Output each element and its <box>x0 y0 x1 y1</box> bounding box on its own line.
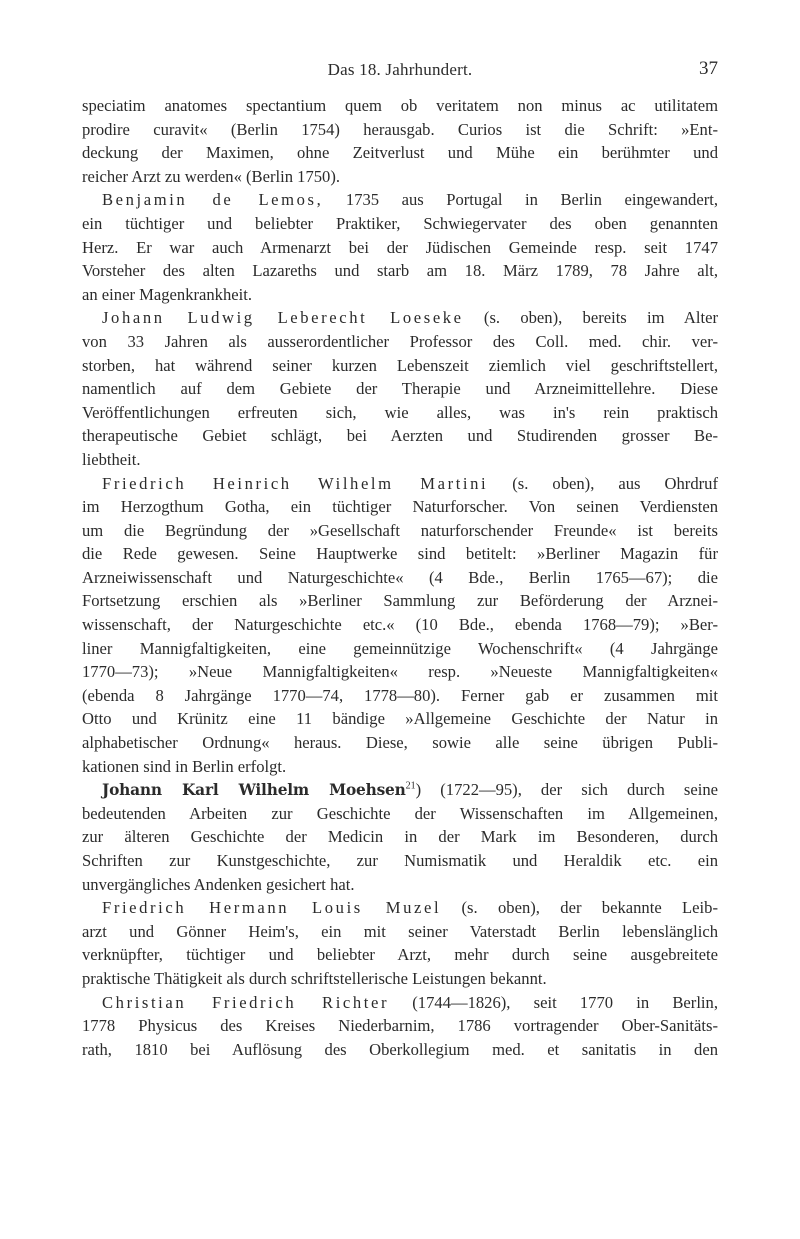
text-span: ) (1722—95), der sich durch seine <box>415 780 719 800</box>
paragraph-start-richter <box>82 991 718 1015</box>
text-line: Fortsetzung erschien als »Berliner Sammlung zur Beförderung der Arznei- <box>82 591 718 611</box>
text-span: 1735 aus Portugal in Berlin eingewandert, <box>323 190 718 210</box>
person-name: Johann Ludwig Leberecht Loeseke <box>102 308 464 328</box>
footnote-ref: 21 <box>405 780 416 792</box>
text-line: Vorsteher des alten Lazareths und starb am 18. März 1789, 78 Jahre alt, <box>82 261 718 281</box>
text-line: (ebenda 8 Jahrgänge 1770—74, 1778—80). Ferner gab er zusammen mit <box>82 685 718 705</box>
paragraph-start-lemos <box>82 188 718 212</box>
text-line: verknüpfter, tüchtiger und beliebter Arzt, mehr durch seine ausgebreitete <box>82 945 718 965</box>
person-name: Friedrich Heinrich Wilhelm Martini <box>102 473 489 493</box>
text-line: rath, 1810 bei Auflösung des Oberkollegium med. et sanitatis in den <box>82 1039 718 1059</box>
text-line: Herz. Er war auch Armenarzt bei der Jüdischen Gemeinde resp. seit 1747 <box>82 237 718 257</box>
paragraph-start-loeseke <box>82 306 718 330</box>
text-line: storben, hat während seiner kurzen Lebenszeit ziemlich viel geschriftstellert, <box>82 355 718 375</box>
text-line: um die Begründung der »Gesellschaft naturforschender Freunde« ist bereits <box>82 520 718 540</box>
text-line: wissenschaft, der Naturgeschichte etc.« (10 Bde., ebenda 1768—79); »Ber- <box>82 615 718 635</box>
text-line: zur älteren Geschichte der Medicin in der Mark im Besonderen, durch <box>82 827 718 847</box>
person-name: Christian Friedrich Richter <box>102 992 390 1012</box>
text-line: deckung der Maximen, ohne Zeitverlust und Mühe ein berühmter und <box>82 143 718 163</box>
text-line: speciatim anatomes spectantium quem ob veritatem non minus ac utilitatem <box>82 96 718 115</box>
paragraph-start-martini <box>82 472 718 496</box>
text-line: bedeutenden Arbeiten zur Geschichte der Wissenschaften im Allgemeinen, <box>82 803 718 823</box>
text-line: reicher Arzt zu werden« (Berlin 1750). <box>82 166 341 186</box>
text-line: therapeutische Gebiet schlägt, bei Aerzten und Studirenden grosser Be- <box>82 426 718 446</box>
paragraph-start-moehsen <box>82 778 718 802</box>
running-header <box>82 60 718 82</box>
paragraph-start-muzel <box>82 896 718 920</box>
text-line: von 33 Jahren als ausserordentlicher Professor des Coll. med. chir. ver- <box>82 331 718 351</box>
text-line: im Herzogthum Gotha, ein tüchtiger Naturforscher. Von seinen Verdiensten <box>82 497 718 517</box>
text-line: 1778 Physicus des Kreises Niederbarnim, 1786 vortragender Ober-Sanitäts- <box>82 1016 718 1036</box>
text-span: (s. oben), aus Ohrdruf <box>488 473 718 493</box>
text-line: die Rede gewesen. Seine Hauptwerke sind betitelt: »Berliner Magazin für <box>82 544 718 564</box>
person-name: Johann Karl Wilhelm Moehsen <box>102 781 406 800</box>
text-line: namentlich auf dem Gebiete der Therapie und Arzneimittellehre. Diese <box>82 379 718 399</box>
text-line: liebtheit. <box>82 449 141 469</box>
text-line: prodire curavit« (Berlin 1754) herausgab. Curios ist die Schrift: »Ent- <box>82 119 718 139</box>
text-line: praktische Thätigkeit als durch schriftstellerische Leistungen bekannt. <box>82 968 547 988</box>
person-name: Benjamin de Lemos, <box>102 190 324 210</box>
page-body <box>82 94 718 1061</box>
text-line: arzt und Gönner Heim's, ein mit seiner Vaterstadt Berlin lebenslänglich <box>82 921 718 941</box>
text-line: ein tüchtiger und beliebter Praktiker, Schwiegervater des oben genannten <box>82 213 718 233</box>
text-span: (s. oben), bereits im Alter <box>463 308 718 328</box>
text-line: Arzneiwissenschaft und Naturgeschichte« (4 Bde., Berlin 1765—67); die <box>82 567 718 587</box>
text-line: 1770—73); »Neue Mannigfaltigkeiten« resp. »Neueste Mannigfaltigkeiten« <box>82 662 718 682</box>
person-name: Friedrich Hermann Louis Muzel <box>102 898 442 918</box>
text-line: liner Mannigfaltigkeiten, eine gemeinnützige Wochenschrift« (4 Jahrgänge <box>82 638 718 658</box>
text-span: (s. oben), der bekannte Leib- <box>441 898 718 918</box>
text-line: Veröffentlichungen erfreuten sich, wie alles, was in's rein praktisch <box>82 402 718 422</box>
text-line: unvergängliches Andenken gesichert hat. <box>82 874 355 894</box>
text-line: an einer Magenkrankheit. <box>82 284 253 304</box>
page-number: 37 <box>699 58 718 79</box>
text-line: kationen sind in Berlin erfolgt. <box>82 756 287 776</box>
running-title: Das 18. Jahrhundert. <box>327 60 473 79</box>
text-line: Schriften zur Kunstgeschichte, zur Numismatik und Heraldik etc. ein <box>82 851 718 870</box>
text-line: alphabetischer Ordnung« heraus. Diese, sowie alle seine übrigen Publi- <box>82 733 718 753</box>
text-span: (1744—1826), seit 1770 in Berlin, <box>389 992 718 1012</box>
text-line: Otto und Krünitz eine 11 bändige »Allgemeine Geschichte der Natur in <box>82 709 718 729</box>
